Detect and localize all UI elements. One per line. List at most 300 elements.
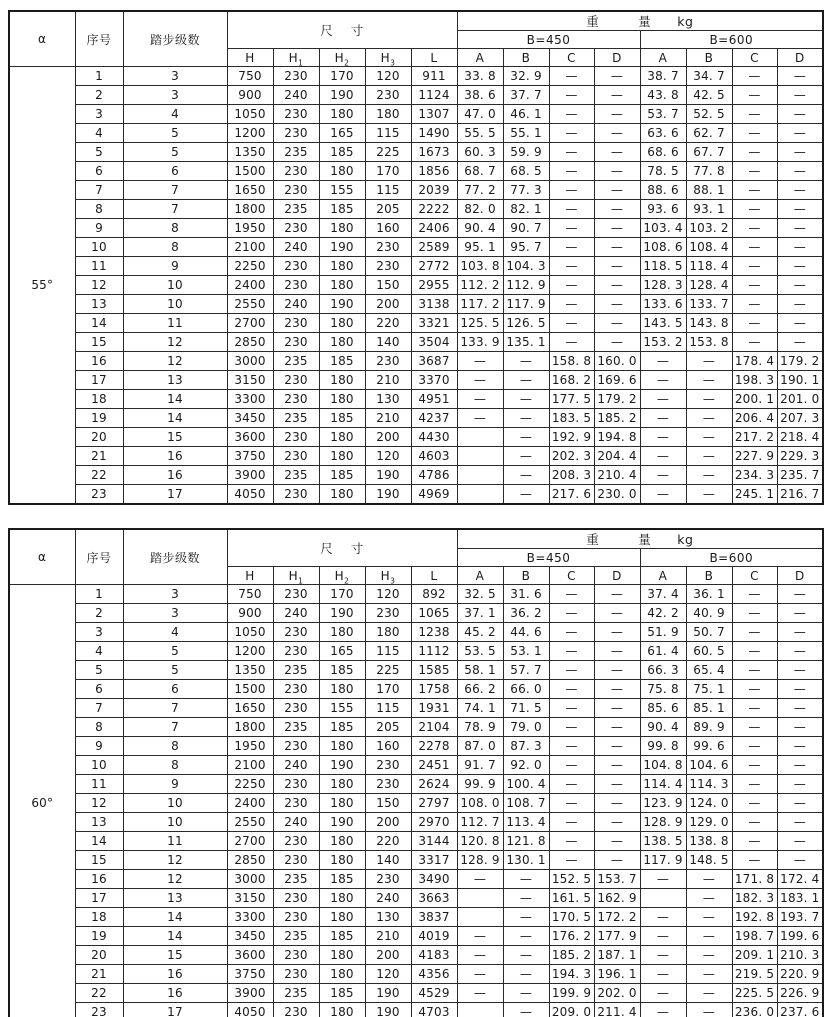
table-cell: 14	[75, 314, 123, 333]
table-cell: 92. 0	[503, 756, 549, 775]
table-cell: 115	[365, 699, 411, 718]
table-cell	[457, 466, 503, 485]
table-cell: 12	[123, 333, 227, 352]
table-cell: 235	[273, 870, 319, 889]
table-cell: 8	[123, 756, 227, 775]
table-cell: 3	[75, 623, 123, 642]
table-cell: 230	[273, 162, 319, 181]
table-cell: 176. 2	[549, 927, 594, 946]
header-b600-col-b: B	[686, 567, 732, 585]
header-b450-col-a: A	[457, 49, 503, 67]
table-cell: —	[732, 333, 777, 352]
table-cell: —	[686, 390, 732, 409]
table-cell: —	[732, 124, 777, 143]
table-cell: 180	[319, 219, 365, 238]
table-cell: 210. 4	[594, 466, 640, 485]
table-cell: 3138	[411, 295, 457, 314]
table-cell: —	[777, 295, 823, 314]
table-cell: 3750	[227, 447, 273, 466]
table-cell: 23	[75, 1003, 123, 1017]
table-cell: 199. 6	[777, 927, 823, 946]
table-cell: —	[503, 428, 549, 447]
table-cell: 4050	[227, 485, 273, 505]
table-cell: 172. 4	[777, 870, 823, 889]
table-cell: 240	[365, 889, 411, 908]
table-cell: 4529	[411, 984, 457, 1003]
table-cell: —	[732, 642, 777, 661]
table-cell: —	[732, 623, 777, 642]
table-row	[9, 162, 823, 181]
table-cell: 37. 1	[457, 604, 503, 623]
table-cell: 19	[75, 409, 123, 428]
table-cell: 9	[123, 257, 227, 276]
table-row	[9, 371, 823, 390]
table-cell: 36. 2	[503, 604, 549, 623]
header-serial: 序号	[75, 529, 123, 585]
table-cell: 209. 1	[732, 946, 777, 965]
table-cell: 230	[273, 124, 319, 143]
table-cell: 2222	[411, 200, 457, 219]
table-cell: 50. 7	[686, 623, 732, 642]
table-cell: 108. 4	[686, 238, 732, 257]
table-cell: —	[732, 276, 777, 295]
table-cell: —	[594, 162, 640, 181]
table-cell: 900	[227, 604, 273, 623]
table-cell: 16	[75, 352, 123, 371]
table-cell: 3	[123, 604, 227, 623]
table-cell: 194. 3	[549, 965, 594, 984]
table-cell: 235	[273, 927, 319, 946]
table-cell: 99. 9	[457, 775, 503, 794]
table-cell: 130	[365, 390, 411, 409]
table-cell: —	[549, 314, 594, 333]
table-cell: 230	[365, 238, 411, 257]
table-cell: 230	[273, 908, 319, 927]
table-cell: 1856	[411, 162, 457, 181]
table-cell: —	[686, 908, 732, 927]
table-row	[9, 314, 823, 333]
table-cell: 2797	[411, 794, 457, 813]
header-b450-col-d: D	[594, 567, 640, 585]
table-cell: —	[503, 965, 549, 984]
table-cell: 216. 7	[777, 485, 823, 505]
table-cell: —	[732, 851, 777, 870]
table-cell: 190	[319, 295, 365, 314]
table-row	[9, 699, 823, 718]
table-cell: 205	[365, 200, 411, 219]
table-cell: 210. 3	[777, 946, 823, 965]
table-cell: 124. 0	[686, 794, 732, 813]
table-cell: —	[777, 124, 823, 143]
table-cell: 2624	[411, 775, 457, 794]
table-cell: 185	[319, 409, 365, 428]
table-cell: —	[457, 390, 503, 409]
table-cell: 3750	[227, 965, 273, 984]
table-cell: 1585	[411, 661, 457, 680]
table-cell: 32. 9	[503, 67, 549, 86]
table-cell: 75. 1	[686, 680, 732, 699]
table-cell: 8	[75, 718, 123, 737]
table-cell: 4	[75, 642, 123, 661]
table-cell: 1307	[411, 105, 457, 124]
table-cell: —	[777, 143, 823, 162]
header-b450: B=450	[457, 549, 640, 567]
header-b600: B=600	[640, 31, 823, 49]
table-cell: 15	[75, 333, 123, 352]
table-cell: 3	[123, 86, 227, 105]
table-cell: —	[777, 737, 823, 756]
table-cell: 200. 1	[732, 390, 777, 409]
table-cell: 4	[123, 105, 227, 124]
table-cell: 1800	[227, 200, 273, 219]
table-cell: —	[732, 718, 777, 737]
header-col-h2: $H_2$	[319, 49, 365, 67]
table-cell: —	[594, 124, 640, 143]
table-cell: 235	[273, 200, 319, 219]
table-cell: 225	[365, 661, 411, 680]
table-cell: —	[549, 219, 594, 238]
table-cell: 230	[273, 1003, 319, 1017]
table-cell: —	[594, 661, 640, 680]
table-cell: 15	[123, 946, 227, 965]
table-cell: 230	[273, 851, 319, 870]
table-cell: 230	[273, 889, 319, 908]
table-cell: —	[732, 86, 777, 105]
table-cell: 235	[273, 352, 319, 371]
table-cell: —	[777, 775, 823, 794]
table-cell: 1950	[227, 219, 273, 238]
table-cell: —	[549, 200, 594, 219]
table-cell: 160	[365, 219, 411, 238]
table-cell: 4951	[411, 390, 457, 409]
table-cell: 192. 8	[732, 908, 777, 927]
table-cell: —	[549, 775, 594, 794]
table-cell: 90. 4	[640, 718, 686, 737]
table-cell: 1	[75, 67, 123, 86]
table-cell: 180	[319, 889, 365, 908]
header-dimensions-title: 尺 寸	[227, 11, 457, 49]
table-cell: 190	[365, 1003, 411, 1017]
table-cell: 3	[123, 67, 227, 86]
table-cell: 165	[319, 642, 365, 661]
table-row	[9, 851, 823, 870]
table-cell: 235	[273, 984, 319, 1003]
table-cell: 103. 4	[640, 219, 686, 238]
table-cell: 6	[75, 162, 123, 181]
table-cell: 22	[75, 984, 123, 1003]
table-cell: 77. 3	[503, 181, 549, 200]
table-cell: 204. 4	[594, 447, 640, 466]
table-cell: 21	[75, 447, 123, 466]
table-cell: 180	[319, 737, 365, 756]
table-cell: 237. 6	[777, 1003, 823, 1017]
table-cell: —	[732, 832, 777, 851]
table-cell: —	[549, 86, 594, 105]
table-cell: —	[732, 775, 777, 794]
table-row	[9, 352, 823, 371]
table-cell: 123. 9	[640, 794, 686, 813]
table-cell: —	[732, 585, 777, 604]
table-cell: —	[503, 984, 549, 1003]
table-cell: 115	[365, 642, 411, 661]
table-cell: 179. 2	[594, 390, 640, 409]
table-cell: —	[457, 409, 503, 428]
table-cell: 179. 2	[777, 352, 823, 371]
table-cell: 100. 4	[503, 775, 549, 794]
table-cell: 153. 7	[594, 870, 640, 889]
table-cell: —	[732, 105, 777, 124]
header-weight-title: 重 量 kg	[457, 529, 823, 549]
table-cell: 180	[319, 371, 365, 390]
table-cell: 7	[123, 699, 227, 718]
table-cell: 190	[365, 466, 411, 485]
table-cell: 180	[319, 162, 365, 181]
table-cell: 77. 8	[686, 162, 732, 181]
table-cell: 230	[365, 257, 411, 276]
table-cell: 38. 7	[640, 67, 686, 86]
table-cell: —	[640, 984, 686, 1003]
table-cell: 2	[75, 86, 123, 105]
table-cell: 230	[273, 219, 319, 238]
table-cell: 226. 9	[777, 984, 823, 1003]
table-cell: 71. 5	[503, 699, 549, 718]
table-cell: 61. 4	[640, 642, 686, 661]
table-cell: 113. 4	[503, 813, 549, 832]
table-cell: 900	[227, 86, 273, 105]
table-cell: 3900	[227, 466, 273, 485]
header-col-l: L	[411, 567, 457, 585]
table-cell: 1800	[227, 718, 273, 737]
table-cell: 13	[75, 295, 123, 314]
table-cell: —	[777, 813, 823, 832]
table-row	[9, 238, 823, 257]
table-cell: 12	[123, 352, 227, 371]
table-cell: 172. 2	[594, 908, 640, 927]
table-cell: 2100	[227, 238, 273, 257]
table-cell: 95. 1	[457, 238, 503, 257]
table-cell: —	[457, 965, 503, 984]
table-cell: —	[549, 756, 594, 775]
table-row	[9, 775, 823, 794]
table-cell: 2700	[227, 832, 273, 851]
table-cell: 230	[273, 67, 319, 86]
table-cell: —	[732, 314, 777, 333]
table-cell: 230	[273, 623, 319, 642]
table-cell: 108. 7	[503, 794, 549, 813]
table-cell: 55. 1	[503, 124, 549, 143]
table-cell: 31. 6	[503, 585, 549, 604]
table-cell: —	[594, 813, 640, 832]
table-cell: 23	[75, 485, 123, 505]
table-cell	[457, 889, 503, 908]
table-cell: 198. 7	[732, 927, 777, 946]
table-cell: 53. 1	[503, 642, 549, 661]
table-cell: 183. 5	[549, 409, 594, 428]
header-col-h3: $H_3$	[365, 567, 411, 585]
table-cell: —	[732, 295, 777, 314]
table-cell: —	[594, 333, 640, 352]
table-cell: 88. 6	[640, 181, 686, 200]
table-cell: 10	[123, 813, 227, 832]
header-b600-col-c: C	[732, 49, 777, 67]
table-row	[9, 86, 823, 105]
table-cell: 60. 5	[686, 642, 732, 661]
table-cell: 185	[319, 200, 365, 219]
table-cell: 90. 7	[503, 219, 549, 238]
table-cell: —	[594, 67, 640, 86]
table-cell: 118. 5	[640, 257, 686, 276]
table-cell: 2550	[227, 813, 273, 832]
table-cell: 180	[365, 105, 411, 124]
table-cell: 58. 1	[457, 661, 503, 680]
table-cell: 14	[123, 927, 227, 946]
table-row	[9, 1003, 823, 1017]
table-cell: 3000	[227, 352, 273, 371]
table-cell: 230	[273, 257, 319, 276]
table-cell: 65. 4	[686, 661, 732, 680]
table-cell: 180	[319, 314, 365, 333]
table-cell: 230	[365, 775, 411, 794]
table-cell: 3900	[227, 984, 273, 1003]
table-cell: 161. 5	[549, 889, 594, 908]
table-cell: 114. 4	[640, 775, 686, 794]
table-cell: 3837	[411, 908, 457, 927]
table-cell: 3144	[411, 832, 457, 851]
table-cell: —	[594, 219, 640, 238]
table-cell: 1124	[411, 86, 457, 105]
table-cell: 95. 7	[503, 238, 549, 257]
table-cell: —	[594, 143, 640, 162]
table-cell: 202. 0	[594, 984, 640, 1003]
table-cell: 90. 4	[457, 219, 503, 238]
table-cell: 14	[123, 908, 227, 927]
table-cell: —	[549, 162, 594, 181]
table-cell: 66. 0	[503, 680, 549, 699]
table-cell: 62. 7	[686, 124, 732, 143]
table-cell: 185	[319, 143, 365, 162]
table-cell: —	[777, 623, 823, 642]
table-cell: 11	[123, 314, 227, 333]
table-cell: 91. 7	[457, 756, 503, 775]
table-cell: 155	[319, 699, 365, 718]
table-cell: 89. 9	[686, 718, 732, 737]
table-cell: 217. 2	[732, 428, 777, 447]
table-cell: 185	[319, 661, 365, 680]
table-row	[9, 447, 823, 466]
table-cell: 911	[411, 67, 457, 86]
table-cell: 68. 5	[503, 162, 549, 181]
table-cell: 126. 5	[503, 314, 549, 333]
table-cell: 230	[273, 371, 319, 390]
table-cell: 200	[365, 295, 411, 314]
table-cell: 190	[319, 238, 365, 257]
table-cell: —	[777, 642, 823, 661]
table-cell: —	[732, 604, 777, 623]
table-cell: —	[686, 889, 732, 908]
table-cell: —	[457, 927, 503, 946]
table-cell: 82. 1	[503, 200, 549, 219]
table-cell: 130. 1	[503, 851, 549, 870]
header-b450-col-a: A	[457, 567, 503, 585]
table-cell: 3321	[411, 314, 457, 333]
table-cell: 3450	[227, 409, 273, 428]
spec-table-55-deg-table	[8, 10, 824, 505]
table-cell	[457, 428, 503, 447]
table-cell: —	[640, 946, 686, 965]
table-cell: 240	[273, 295, 319, 314]
header-col-h1: $H_1$	[273, 567, 319, 585]
table-cell: 230	[273, 390, 319, 409]
table-cell: 180	[319, 775, 365, 794]
table-cell: —	[549, 661, 594, 680]
table-cell: 180	[319, 794, 365, 813]
table-cell: —	[777, 67, 823, 86]
table-cell: 170	[319, 585, 365, 604]
table-cell: 230	[273, 585, 319, 604]
table-cell: —	[549, 623, 594, 642]
table-cell: —	[594, 832, 640, 851]
table-cell: 5	[123, 143, 227, 162]
table-cell: 180	[319, 428, 365, 447]
table-cell: 99. 8	[640, 737, 686, 756]
header-col-l: L	[411, 49, 457, 67]
table-cell: 3150	[227, 371, 273, 390]
table-cell: 225. 5	[732, 984, 777, 1003]
table-cell: 180	[319, 832, 365, 851]
table-cell: 2451	[411, 756, 457, 775]
table-cell: 118. 4	[686, 257, 732, 276]
table-cell: —	[549, 794, 594, 813]
table-cell: 2850	[227, 851, 273, 870]
header-b450: B=450	[457, 31, 640, 49]
table-cell: 170	[365, 162, 411, 181]
table-cell: 211. 4	[594, 1003, 640, 1017]
table-cell: 36. 1	[686, 585, 732, 604]
table-cell: 1065	[411, 604, 457, 623]
table-cell: 190	[319, 86, 365, 105]
table-cell: 12	[123, 870, 227, 889]
table-cell: —	[594, 699, 640, 718]
spec-table-60-deg-table	[8, 528, 824, 1017]
table-cell: 3317	[411, 851, 457, 870]
table-cell: 14	[123, 409, 227, 428]
table-cell: —	[640, 390, 686, 409]
table-cell: 236. 0	[732, 1003, 777, 1017]
table-cell: —	[457, 371, 503, 390]
table-cell: —	[686, 870, 732, 889]
table-cell: 75. 8	[640, 680, 686, 699]
table-cell: —	[549, 181, 594, 200]
table-cell: 6	[75, 680, 123, 699]
table-cell: 7	[123, 181, 227, 200]
table-cell: 4603	[411, 447, 457, 466]
table-cell: 117. 9	[503, 295, 549, 314]
table-cell: 3300	[227, 390, 273, 409]
table-cell: 200	[365, 946, 411, 965]
table-cell: 230	[273, 737, 319, 756]
table-cell: 52. 5	[686, 105, 732, 124]
table-cell: —	[549, 124, 594, 143]
table-cell: 1650	[227, 181, 273, 200]
table-cell: 153. 8	[686, 333, 732, 352]
table-cell: 2104	[411, 718, 457, 737]
table-cell: 170	[365, 680, 411, 699]
table-cell: —	[777, 86, 823, 105]
table-cell: 143. 8	[686, 314, 732, 333]
table-cell: 20	[75, 428, 123, 447]
header-serial: 序号	[75, 11, 123, 67]
table-cell: 3663	[411, 889, 457, 908]
